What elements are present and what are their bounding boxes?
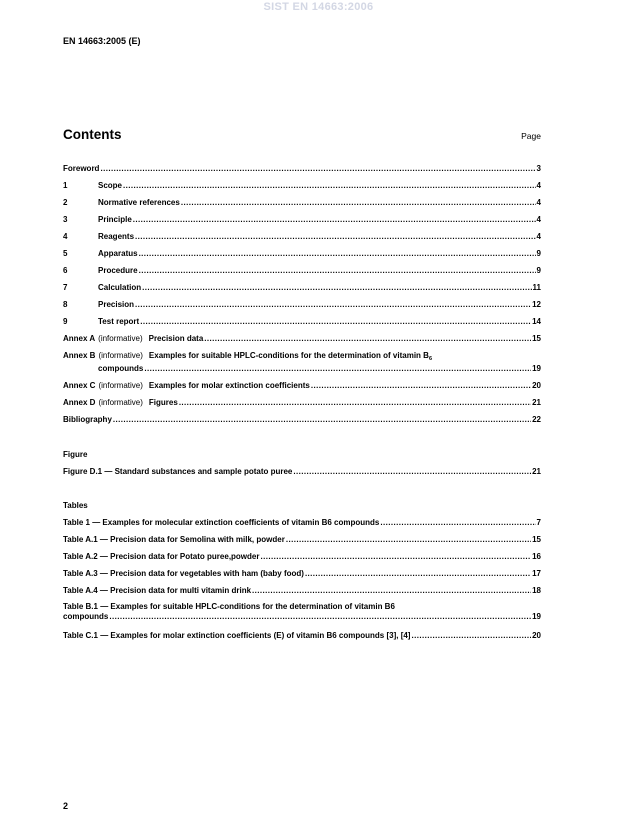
toc-entry-apparatus[interactable] [63,249,541,259]
toc-entry-title: Procedure [98,266,138,275]
leader-dots [135,232,536,242]
table-entry-title: Table A.1 — Precision data for Semolina with milk, powder [63,535,285,544]
table-entry-table-a3[interactable] [63,569,541,579]
annex-status: (informative) [98,351,143,360]
toc-entry-title: Figures [148,398,178,407]
leader-dots [411,631,531,641]
toc-entry-page: 20 [532,381,541,390]
clause-number: 9 [63,317,68,326]
table-entry-table-1[interactable] [63,518,541,528]
toc-entry-annex-b[interactable] [63,351,541,374]
table-entry-title: Table A.3 — Precision data for vegetables with ham (baby food) [63,569,304,578]
clause-number: 7 [63,283,68,292]
toc-entry-page: 9 [536,249,541,258]
toc-entry-page: 4 [536,232,541,241]
figure-entry-title: Figure D.1 — Standard substances and sample potato puree [63,467,293,476]
figure-entry[interactable] [63,467,541,477]
leader-dots [139,249,536,259]
leader-dots [135,300,531,310]
table-entry-title: Table A.2 — Precision data for Potato puree,powder [63,552,260,561]
leader-dots [293,467,531,477]
toc-entry-page: 19 [532,364,541,373]
toc-entry-test-report[interactable] [63,317,541,327]
leader-dots [286,535,531,545]
table-entry-page: 7 [536,518,541,527]
table-entry-table-b1[interactable] [63,602,541,622]
toc-entry-page: 3 [536,164,541,173]
annex-status: (informative) [98,381,143,390]
toc-entry-title: Apparatus [98,249,138,258]
table-entry-title: Table B.1 — Examples for suitable HPLC-conditions for the determination of vitamin B6 [63,602,395,611]
leader-dots [113,415,531,425]
toc-entry-title: Examples for molar extinction coefficients [148,381,310,390]
contents-heading: Contents [63,127,122,142]
leader-dots [181,198,536,208]
toc-entry-normative-references[interactable] [63,198,541,208]
toc-entry-second-line [63,364,541,374]
toc-entry-title-continued: compounds [98,364,144,373]
table-entry-first-line [63,602,541,612]
leader-dots [142,283,531,293]
table-list-heading: Tables [63,501,88,510]
toc-entry-reagents[interactable] [63,232,541,242]
toc-entry-calculation[interactable] [63,283,541,293]
toc-entry-bibliography[interactable] [63,415,541,425]
subscript: 6 [428,356,432,362]
annex-label: Annex A [63,334,96,343]
table-entry-second-line [63,612,541,622]
leader-dots [133,215,536,225]
clause-number: 6 [63,266,68,275]
toc-entry-title: Test report [98,317,140,326]
toc-entry-page: 9 [536,266,541,275]
toc-entry-page: 22 [532,415,541,424]
table-entry-table-a2[interactable] [63,552,541,562]
annex-status: (informative) [98,334,143,343]
leader-dots [252,586,531,596]
toc-entry-title: Foreword [63,164,100,173]
table-entry-page: 15 [532,535,541,544]
figure-list-heading: Figure [63,450,88,459]
toc-entry-procedure[interactable] [63,266,541,276]
table-entry-page: 17 [532,569,541,578]
page-column-label: Page [521,131,541,141]
toc-entry-title: Normative references [98,198,180,207]
page-number: 2 [63,801,69,811]
toc-entry-annex-a[interactable] [63,334,541,344]
toc-entry-title: Calculation [98,283,142,292]
toc-entry-foreword[interactable] [63,164,541,174]
clause-number: 5 [63,249,68,258]
table-entry-page: 19 [532,612,541,621]
leader-dots [311,381,531,391]
toc-entry-page: 21 [532,398,541,407]
table-entry-page: 16 [532,552,541,561]
toc-entry-principle[interactable] [63,215,541,225]
annex-label: Annex D [63,398,96,407]
toc-entry-first-line [63,351,541,364]
toc-entry-title: Reagents [98,232,135,241]
leader-dots [380,518,535,528]
table-entry-title: Table C.1 — Examples for molar extinction coefficients (E) of vitamin B6 compounds [3], [4] [63,631,411,640]
toc-entry-title: Precision [98,300,135,309]
leader-dots [144,364,531,374]
toc-entry-title: Bibliography [63,415,112,424]
table-entry-title-continued: compounds [63,612,109,621]
watermark: SIST EN 14663:2006 [263,1,374,13]
leader-dots [140,317,531,327]
table-entry-page: 20 [532,631,541,640]
table-entry-table-c1[interactable] [63,631,541,641]
annex-status: (informative) [98,398,143,407]
leader-dots [123,181,536,191]
toc-entry-precision[interactable] [63,300,541,310]
leader-dots [100,164,535,174]
toc-entry-page: 4 [536,181,541,190]
toc-entry-page: 14 [532,317,541,326]
figure-entry-page: 21 [532,467,541,476]
toc-entry-title: Principle [98,215,132,224]
table-entry-page: 18 [532,586,541,595]
leader-dots [204,334,531,344]
table-entry-table-a4[interactable] [63,586,541,596]
annex-label: Annex B [63,351,96,360]
leader-dots [109,612,531,622]
annex-label: Annex C [63,381,96,390]
table-entry-title: Table A.4 — Precision data for multi vitamin drink [63,586,252,595]
toc-entry-page: 11 [532,283,541,292]
table-entry-table-a1[interactable] [63,535,541,545]
clause-number: 3 [63,215,68,224]
leader-dots [179,398,531,408]
toc-entry-page: 15 [532,334,541,343]
toc-entry-title: Scope [98,181,123,190]
clause-number: 8 [63,300,68,309]
clause-number: 4 [63,232,68,241]
clause-number: 2 [63,198,68,207]
toc-entry-page: 4 [536,215,541,224]
toc-entry-scope[interactable] [63,181,541,191]
toc-entry-annex-d[interactable] [63,398,541,408]
table-entry-title: Table 1 — Examples for molecular extinction coefficients of vitamin B6 compounds [63,518,380,527]
toc-entry-title: Examples for suitable HPLC-conditions for the determination of vitamin B [148,351,429,360]
leader-dots [260,552,531,562]
toc-entry-annex-c[interactable] [63,381,541,391]
document-id: EN 14663:2005 (E) [63,36,141,46]
leader-dots [139,266,536,276]
toc-entry-title: Precision data [148,334,204,343]
toc-entry-page: 4 [536,198,541,207]
toc-entry-page: 12 [532,300,541,309]
clause-number: 1 [63,181,68,190]
leader-dots [305,569,531,579]
